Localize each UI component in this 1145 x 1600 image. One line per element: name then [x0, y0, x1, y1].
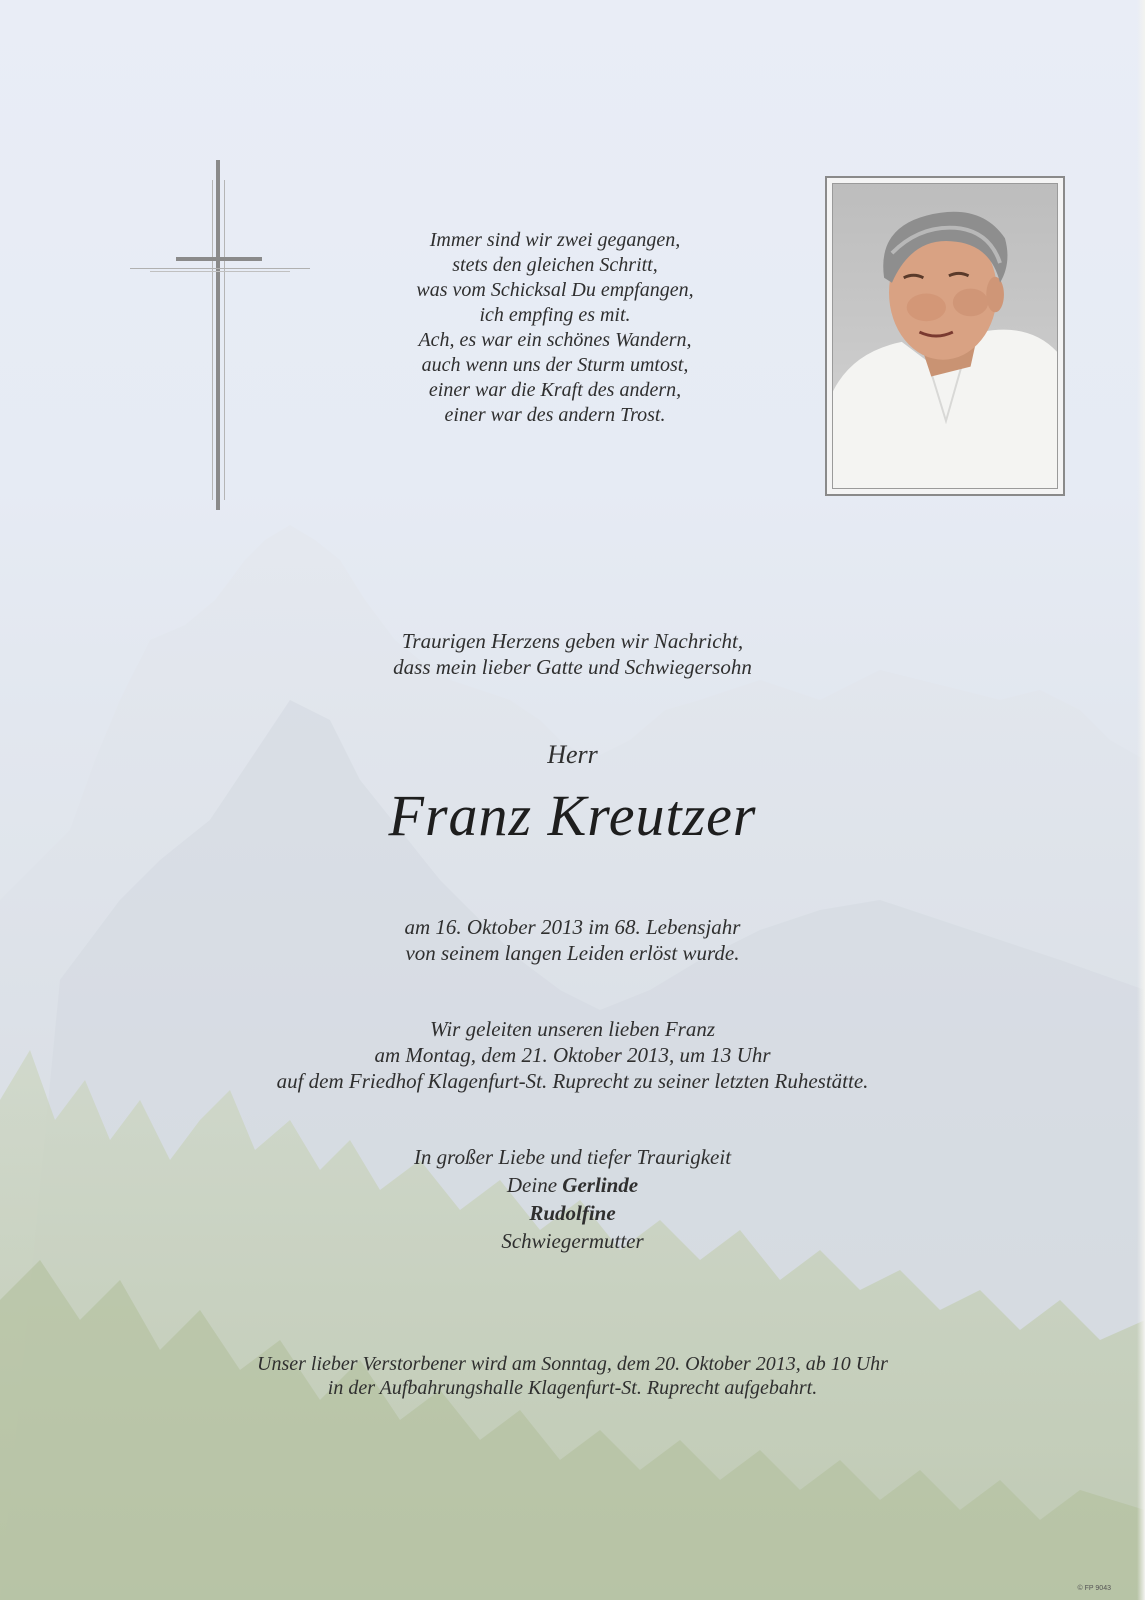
mourners — [0, 1143, 1145, 1255]
mourners-mother-line — [0, 1199, 1145, 1227]
portrait-image — [833, 184, 1057, 488]
portrait-photo — [832, 183, 1058, 489]
poem-line: was vom Schicksal Du empfangen, — [416, 279, 694, 301]
viewing-info — [0, 1352, 1145, 1400]
death-line: von seinem langen Leiden erlöst wurde. — [405, 941, 740, 965]
funeral-info — [0, 1016, 1145, 1094]
funeral-line: auf dem Friedhof Klagenfurt-St. Ruprecht zu seiner letzten Ruhestätte. — [276, 1069, 869, 1093]
viewing-line: Unser lieber Verstorbener wird am Sonntag, dem 20. Oktober 2013, ab 10 Uhr — [257, 1353, 888, 1375]
cross-icon — [130, 160, 310, 520]
funeral-line: am Montag, dem 21. Oktober 2013, um 13 Uhr — [374, 1043, 771, 1067]
intro-line: dass mein lieber Gatte und Schwiegersohn — [393, 655, 752, 679]
poem — [340, 228, 770, 428]
mourners-intro: In großer Liebe und tiefer Traurigkeit — [413, 1145, 732, 1169]
funeral-line: Wir geleiten unseren lieben Franz — [430, 1017, 715, 1041]
poem-line: ich empfing es mit. — [479, 304, 631, 326]
poem-line: einer war die Kraft des andern, — [428, 379, 682, 401]
mourners-prefix: Deine — [506, 1173, 558, 1197]
deceased-name: Franz Kreutzer — [388, 783, 757, 848]
death-info — [0, 914, 1145, 966]
poem-line: einer war des andern Trost. — [444, 404, 666, 426]
mourners-spouse-line — [0, 1171, 1145, 1199]
portrait-frame — [825, 176, 1065, 496]
viewing-line: in der Aufbahrungshalle Klagenfurt-St. Ruprecht aufgebahrt. — [327, 1377, 818, 1399]
death-line: am 16. Oktober 2013 im 68. Lebensjahr — [404, 915, 741, 939]
poem-line: auch wenn uns der Sturm umtost, — [421, 354, 689, 376]
poem-line: Immer sind wir zwei gegangen, — [429, 229, 681, 251]
mourners-relation: Schwiegermutter — [501, 1229, 644, 1253]
mother-in-law-name: Rudolfine — [529, 1201, 616, 1225]
poem-line: stets den gleichen Schritt, — [452, 254, 658, 276]
intro-line: Traurigen Herzens geben wir Nachricht, — [401, 629, 744, 653]
poem-line: Ach, es war ein schönes Wandern, — [418, 329, 692, 351]
salutation: Herr — [547, 740, 598, 769]
spouse-name: Gerlinde — [562, 1173, 639, 1197]
announcement-intro — [0, 628, 1145, 680]
print-code: © FP 9043 — [1077, 1585, 1111, 1592]
